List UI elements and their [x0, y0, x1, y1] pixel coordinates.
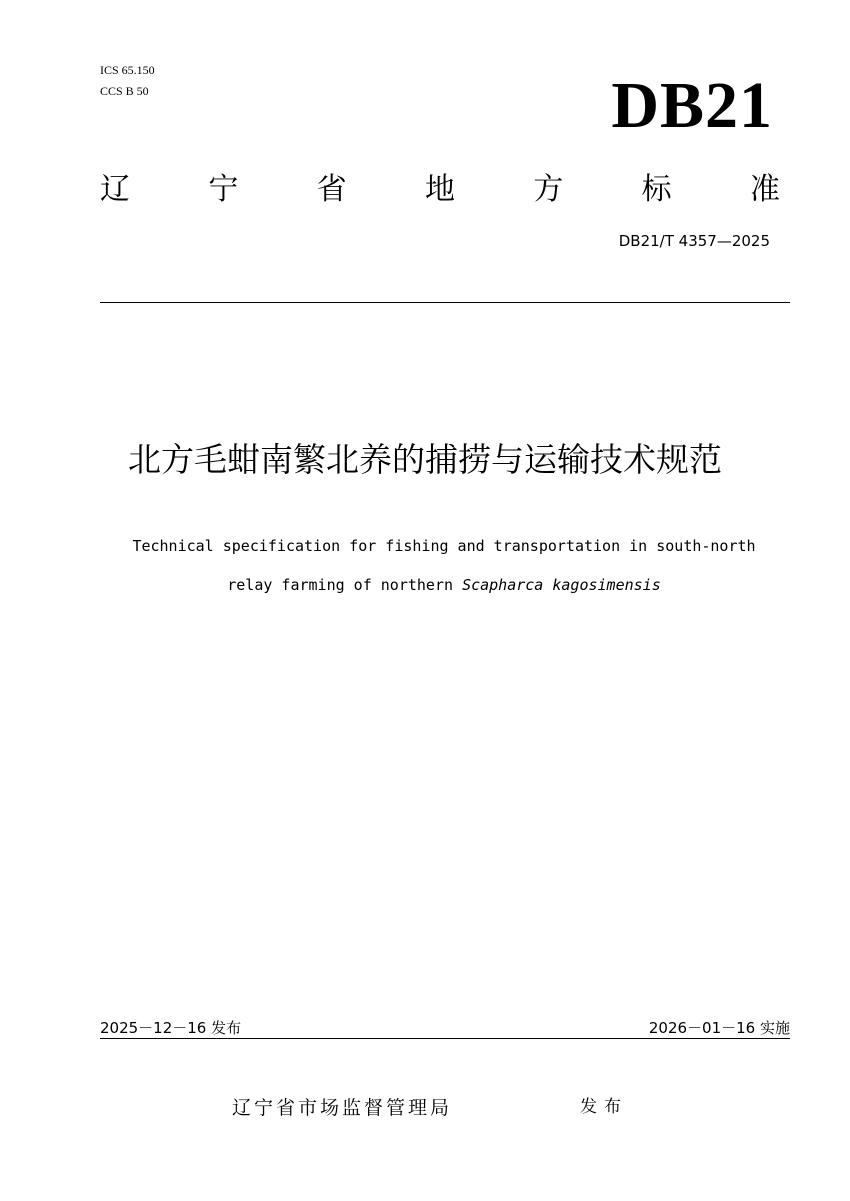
- standard-type-char: 标: [641, 172, 672, 207]
- standard-type-char: 辽: [100, 172, 130, 207]
- top-divider: [100, 302, 790, 303]
- standard-number: DB21/T 4357—2025: [618, 232, 770, 250]
- standard-type-char: 地: [424, 172, 455, 207]
- title-english-line2: [0, 575, 850, 595]
- ccs-code: CCS B 50: [100, 84, 149, 98]
- issue-date: 2025－12－16 发布: [100, 1019, 242, 1037]
- standard-type-char: 准: [749, 172, 780, 207]
- standard-type-char: 省: [316, 172, 347, 207]
- standard-type: [100, 163, 780, 209]
- title-english-line2-prefix: relay farming of northern: [227, 576, 463, 594]
- standard-mark: DB21: [611, 69, 773, 142]
- bottom-divider: [100, 1038, 790, 1039]
- ics-code: ICS 65.150: [100, 63, 155, 77]
- implementation-date: 2026－01－16 实施: [648, 1019, 790, 1037]
- issuer-name: 辽宁省市场监督管理局: [232, 1097, 453, 1119]
- species-name: Scapharca kagosimensis: [462, 576, 661, 594]
- title-english-line1: Technical specification for fishing and transportation in south-north: [132, 537, 756, 555]
- standard-type-char: 宁: [208, 172, 239, 207]
- title-chinese: 北方毛蚶南繁北养的捕捞与运输技术规范: [128, 440, 722, 479]
- issuer-word: 发布: [580, 1097, 628, 1117]
- standard-type-char: 方: [533, 172, 564, 207]
